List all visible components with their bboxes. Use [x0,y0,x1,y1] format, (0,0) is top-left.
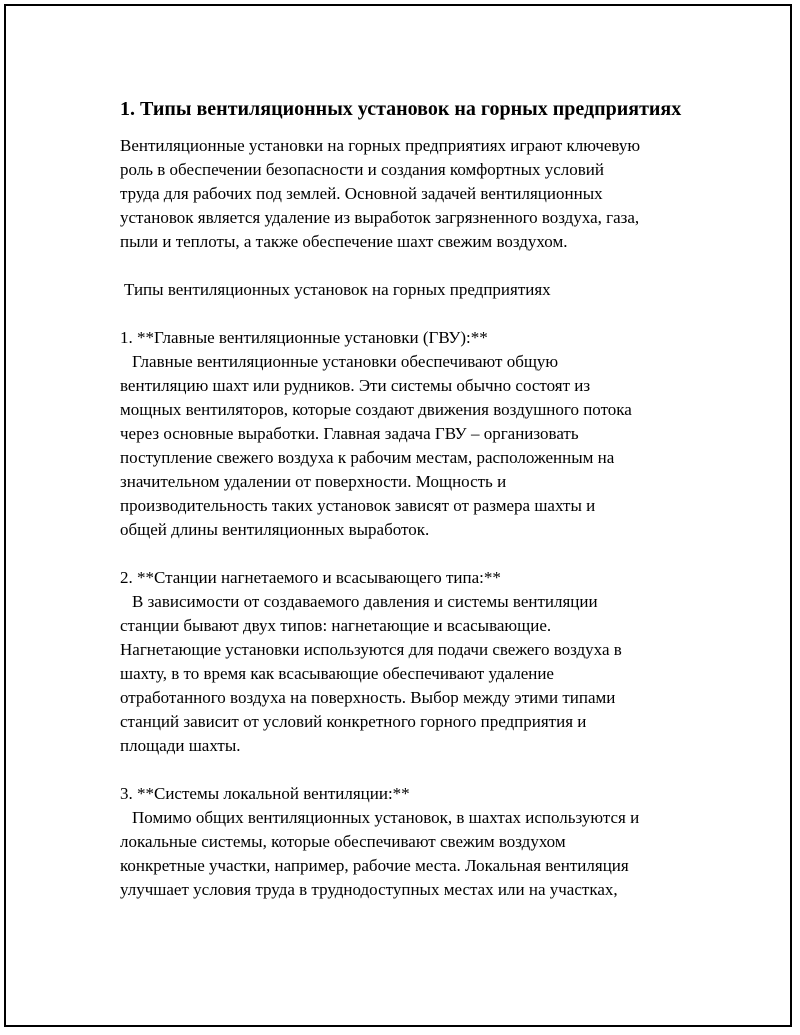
intro-paragraph: Вентиляционные установки на горных предприятиях играют ключевую роль в обеспечении безопасности и создания комфортных условий труда для рабочих под землей. Основной задачей вентиляционных установок является удаление из выработок загрязненного воздуха, газа, пыли и теплоты, а также обеспечение шахт свежим воздухом. [120,136,641,251]
item-body-1: Главные вентиляционные установки обеспечивают общую вентиляцию шахт или рудников. Эти системы обычно состоят из мощных вентиляторов, которые создают движения воздушного потока через основные выработки. Главная задача ГВУ – организовать поступление свежего воздуха к рабочим местам, расположенным на значительном удалении от поверхности. Мощность и производительность таких установок зависят от размера шахты и общей длины вентиляционных выработок. [120,352,632,539]
spacer [120,302,700,326]
item-heading-1: 1. **Главные вентиляционные установки (ГВУ):** [120,328,488,347]
item-body-2: В зависимости от создаваемого давления и системы вентиляции станции бывают двух типов: нагнетающие и всасывающие. Нагнетающие установки используются для подачи свежего воздуха в шахту, в то время как всасывающие обеспечивают удаление отработанного воздуха на поверхность. Выбор между этими типами станций зависит от условий конкретного горного предприятия и площади шахты. [120,592,622,755]
item-heading-2: 2. **Станции нагнетаемого и всасывающего типа:** [120,568,501,587]
item-heading-3: 3. **Системы локальной вентиляции:** [120,784,410,803]
spacer [120,254,700,278]
page-title: 1. Типы вентиляционных установок на горных предприятиях [120,98,682,120]
document-content [120,96,700,902]
spacer [120,542,700,566]
item-body-3: Помимо общих вентиляционных установок, в шахтах используются и локальные системы, которые обеспечивают свежим воздухом конкретные участки, например, рабочие места. Локальная вентиляция улучшает условия труда в труднодоступных местах или на участках, [120,808,640,899]
document-page [4,4,792,1027]
section-subheading: Типы вентиляционных установок на горных предприятиях [124,280,551,299]
spacer [120,758,700,782]
